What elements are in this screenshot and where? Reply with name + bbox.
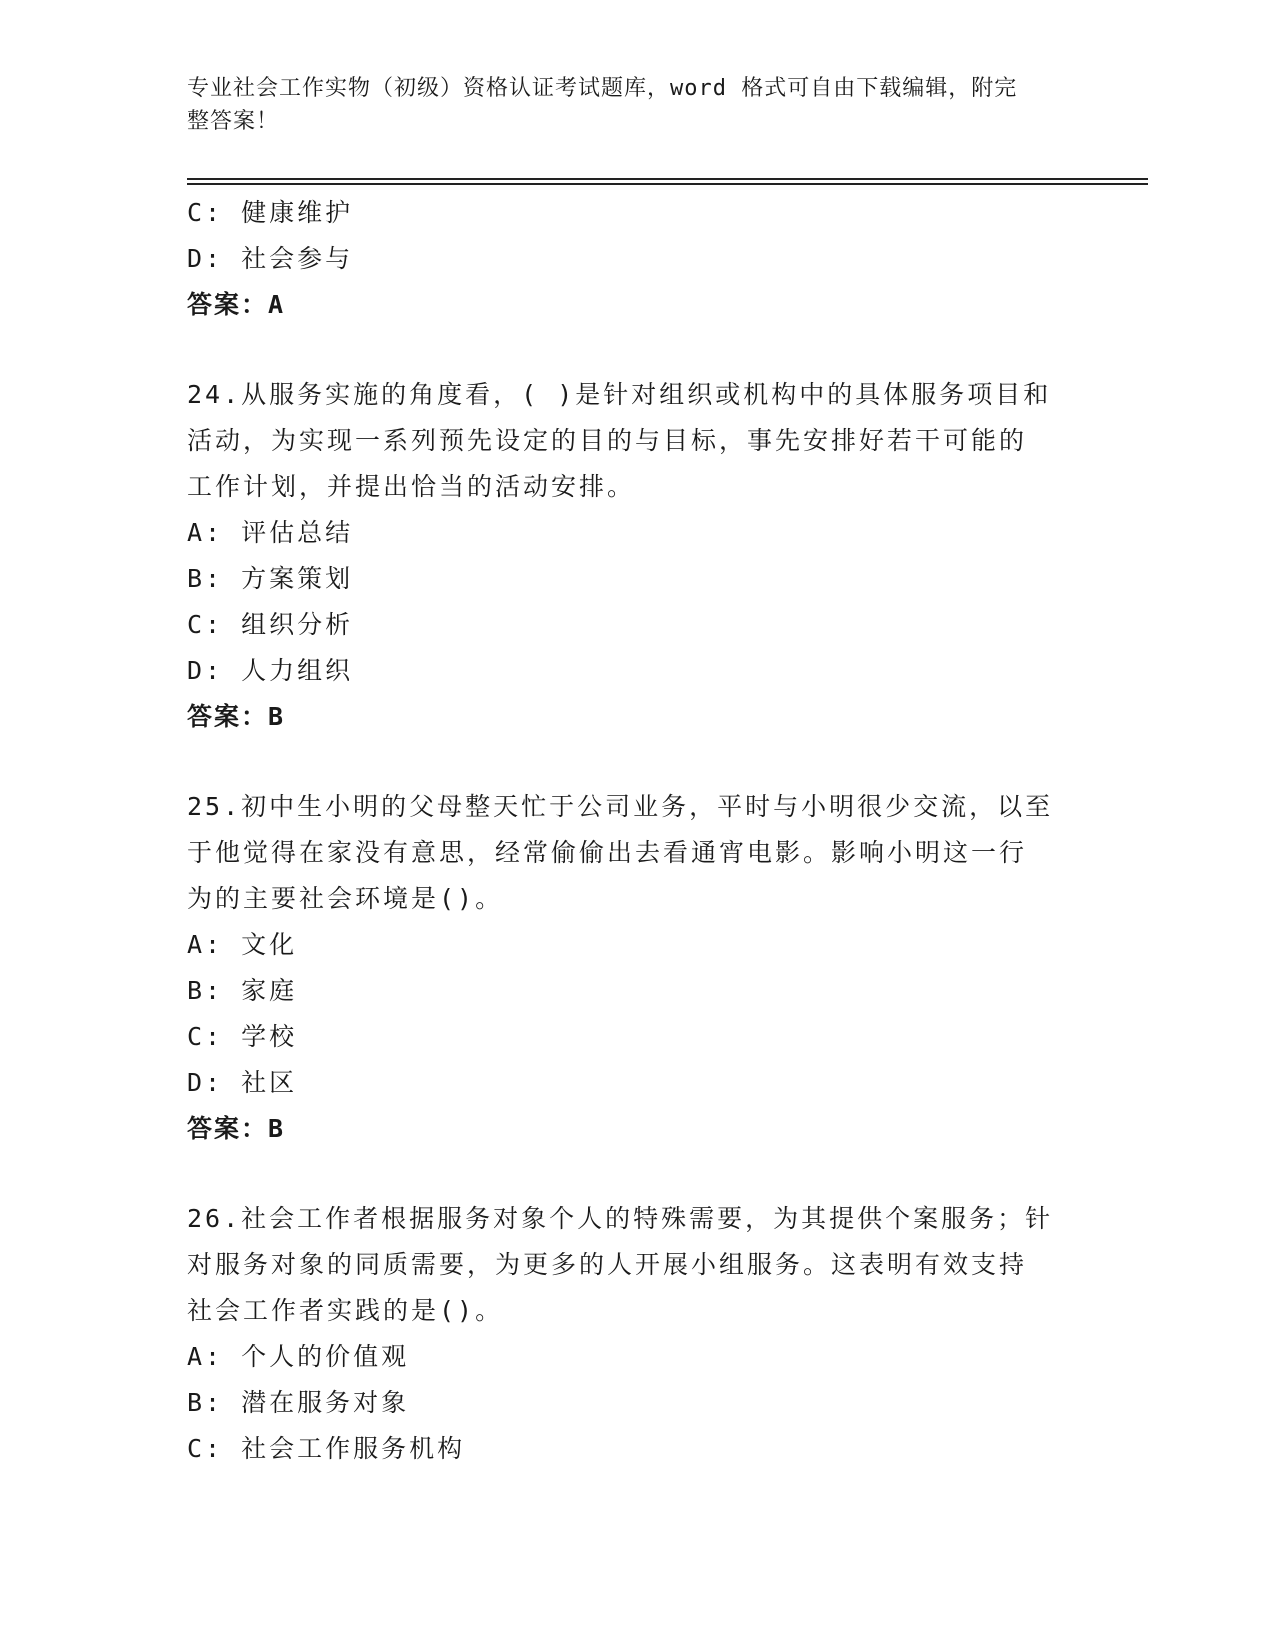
question-25 — [187, 784, 1087, 1152]
header-rule-top — [187, 178, 1148, 180]
option-a: A: 评估总结 — [187, 518, 354, 547]
answer: 答案：A — [187, 290, 286, 319]
option-b: B: 潜在服务对象 — [187, 1388, 410, 1417]
stem-line: 26.社会工作者根据服务对象个人的特殊需要，为其提供个案服务；针 — [187, 1204, 1054, 1233]
question-stem — [187, 372, 1087, 510]
option-d: D: 人力组织 — [187, 656, 354, 685]
stem-line: 工作计划，并提出恰当的活动安排。 — [187, 472, 636, 501]
option-c: C: 组织分析 — [187, 610, 354, 639]
question-stem — [187, 784, 1087, 922]
answer: 答案：B — [187, 702, 286, 731]
header-line-1: 专业社会工作实物（初级）资格认证考试题库，word 格式可自由下载编辑，附完 — [187, 76, 1018, 101]
stem-line: 活动，为实现一系列预先设定的目的与目标，事先安排好若干可能的 — [187, 426, 1028, 455]
option-b: B: 家庭 — [187, 976, 298, 1005]
option-c: C: 社会工作服务机构 — [187, 1434, 466, 1463]
stem-line: 于他觉得在家没有意思，经常偷偷出去看通宵电影。影响小明这一行 — [187, 838, 1028, 867]
document-body — [187, 190, 1087, 1472]
page-header — [187, 72, 1087, 138]
stem-line: 社会工作者实践的是()。 — [187, 1296, 504, 1325]
option-d: D: 社区 — [187, 1068, 298, 1097]
answer: 答案：B — [187, 1114, 286, 1143]
option-a: A: 个人的价值观 — [187, 1342, 410, 1371]
question-24 — [187, 372, 1087, 740]
option-d: D: 社会参与 — [187, 244, 354, 273]
question-26 — [187, 1196, 1087, 1472]
option-b: B: 方案策划 — [187, 564, 354, 593]
option-c: C: 健康维护 — [187, 198, 354, 227]
option-c: C: 学校 — [187, 1022, 298, 1051]
question-stem — [187, 1196, 1087, 1334]
question-23 — [187, 190, 1087, 328]
stem-line: 对服务对象的同质需要，为更多的人开展小组服务。这表明有效支持 — [187, 1250, 1028, 1279]
header-line-2: 整答案！ — [187, 109, 280, 134]
stem-line: 25.初中生小明的父母整天忙于公司业务，平时与小明很少交流，以至 — [187, 792, 1054, 821]
header-rule-bottom — [187, 183, 1148, 185]
stem-line: 为的主要社会环境是()。 — [187, 884, 504, 913]
stem-line: 24.从服务实施的角度看，( )是针对组织或机构中的具体服务项目和 — [187, 380, 1052, 409]
option-a: A: 文化 — [187, 930, 298, 959]
